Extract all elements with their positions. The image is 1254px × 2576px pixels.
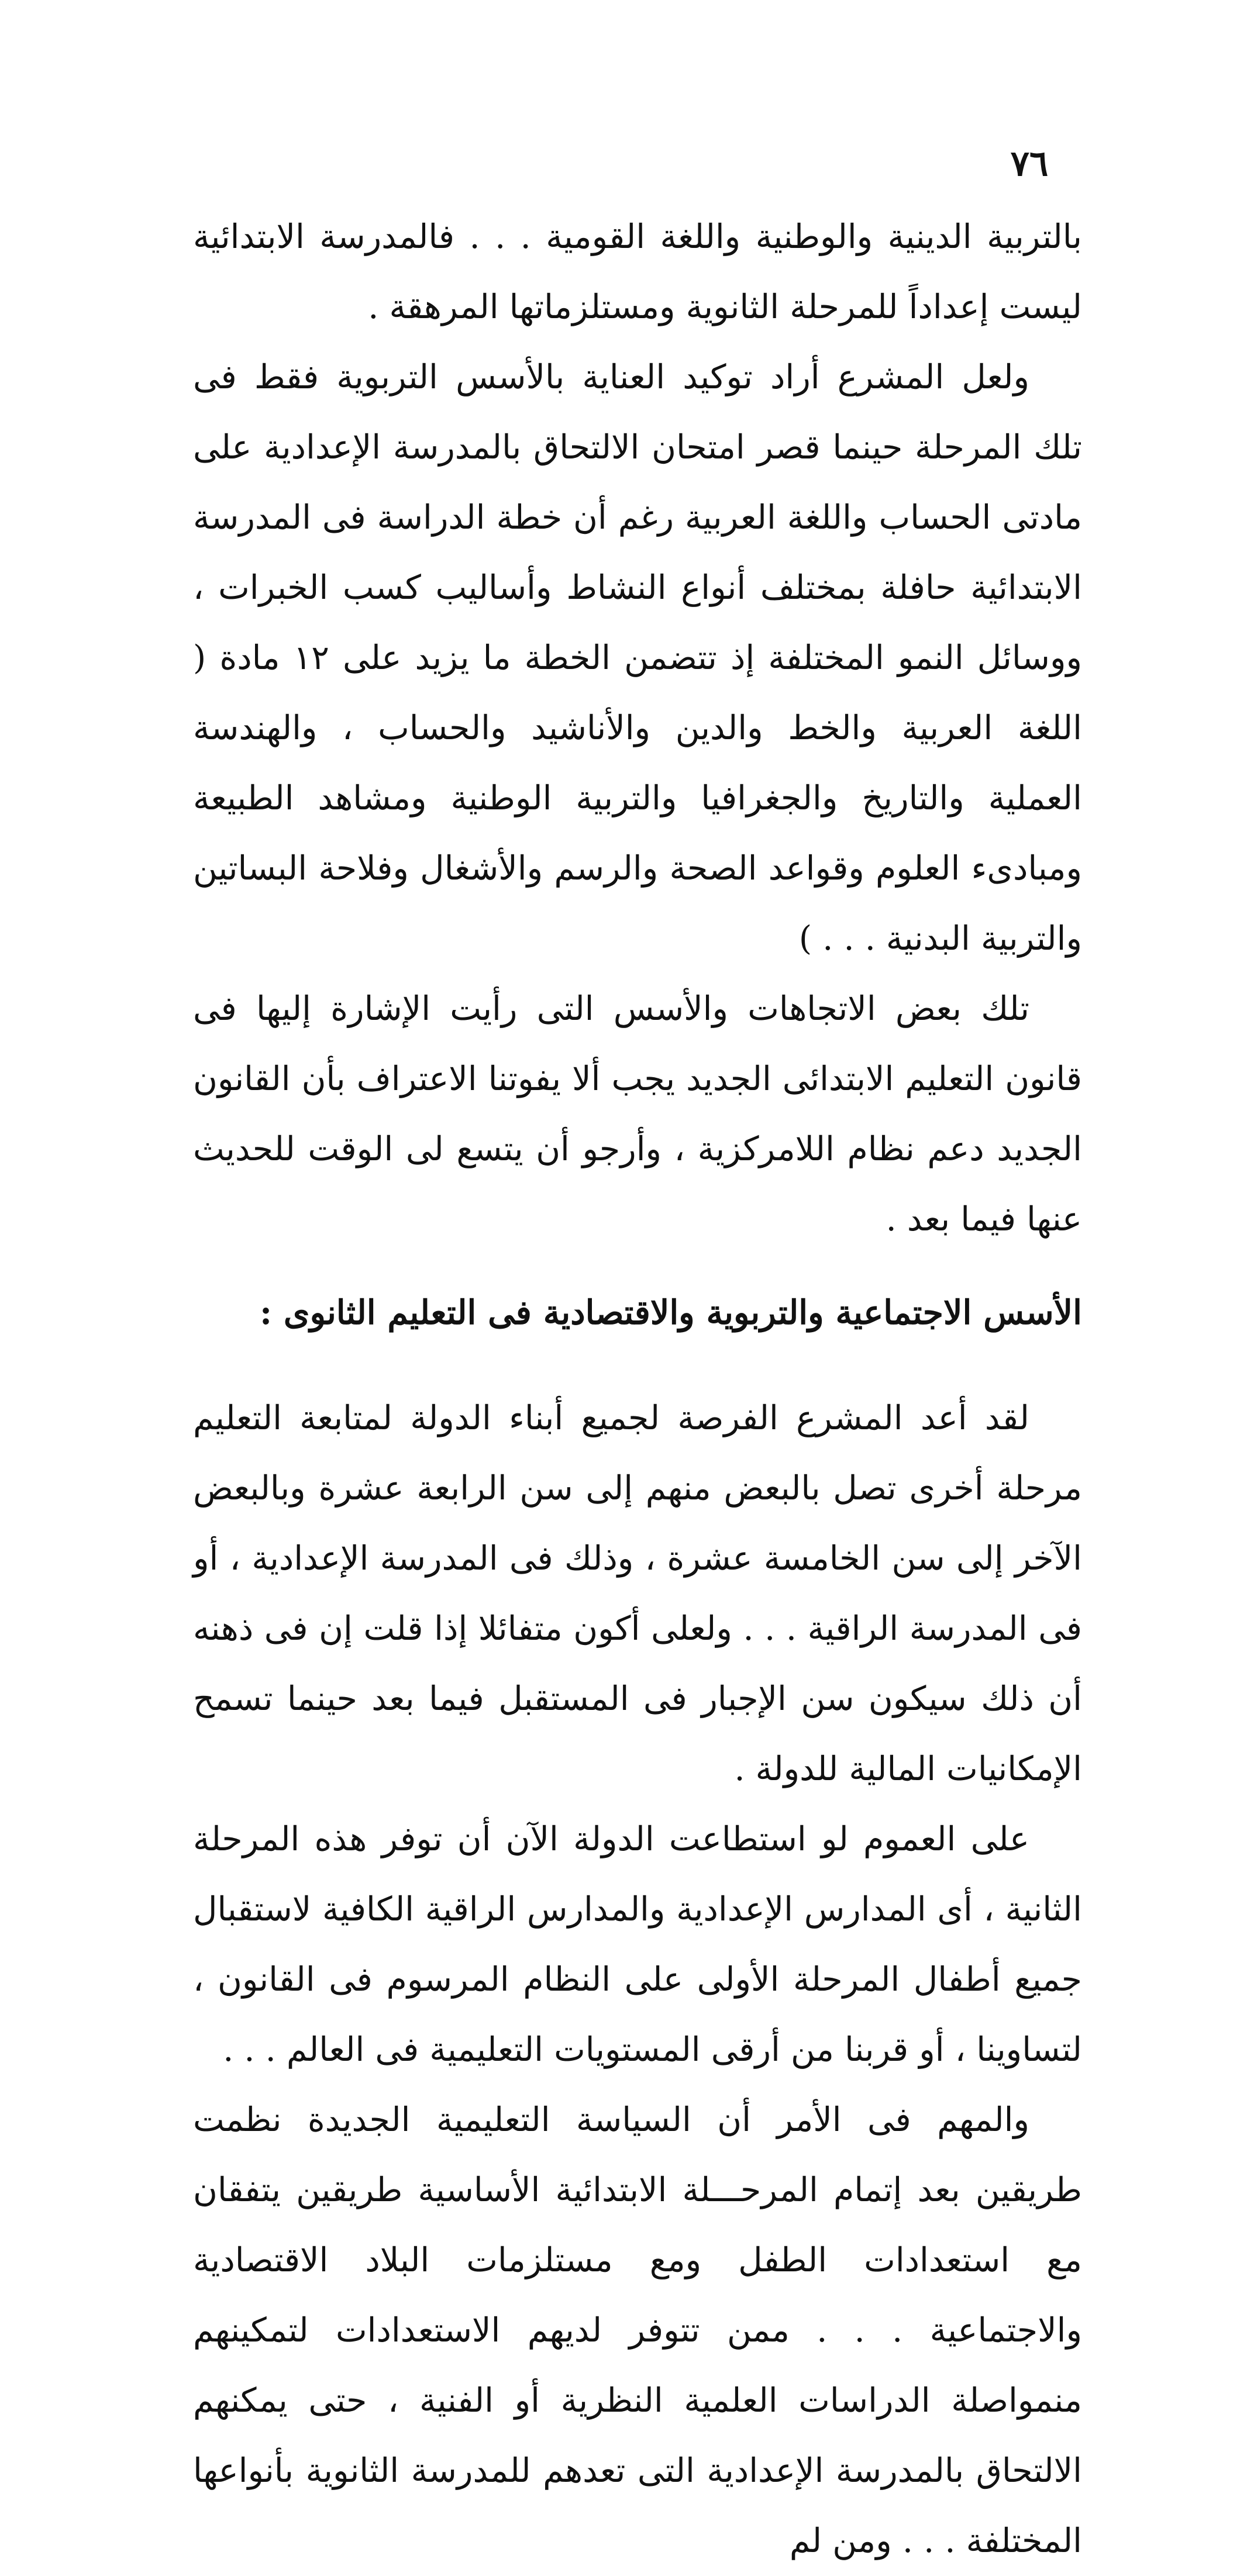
paragraph-5: على العموم لو استطاعت الدولة الآن أن توفر هذه المرحلة الثانية ، أى المدارس الإعدادية والمدارس الراقية الكافية لاستقبال جميع أطفال المرحلة الأولى على النظام المرسوم فى القانون ، لتساوينا ، أو قربنا من أرقى المستويات التعليمية فى العالم . . .: [193, 1820, 1082, 2069]
paragraph-4: لقد أعد المشرع الفرصة لجميع أبناء الدولة لمتابعة التعليم مرحلة أخرى تصل بالبعض منهم إلى سن الرابعة عشرة وبالبعض الآخر إلى سن الخامسة عشرة ، وذلك فى المدرسة الإعدادية ، أو فى المدرسة الراقية . . . ولعلى أكون متفائلا إذا قلت إن فى ذهنه أن ذلك سيكون سن الإجبار فى المستقبل فيما بعد حينما تسمح الإمكانيات المالية للدولة .: [193, 1399, 1082, 1788]
page-number: ٧٦: [1010, 143, 1049, 184]
text-column: [193, 202, 1082, 2576]
paragraph-2: ولعل المشرع أراد توكيد العناية بالأسس التربوية فقط فى تلك المرحلة حينما قصر امتحان الالتحاق بالمدرسة الإعدادية على مادتى الحساب واللغة العربية رغم أن خطة الدراسة فى المدرسة الابتدائية حافلة بمختلف أنواع النشاط وأساليب كسب الخبرات ، ووسائل النمو المختلفة إذ تتضمن الخطة ما يزيد على ١٢ مادة ( اللغة العربية والخط والدين والأناشيد والحساب ، والهندسة العملية والتاريخ والجغرافيا والتربية الوطنية ومشاهد الطبيعة ومبادىء العلوم وقواعد الصحة والرسم والأشغال وفلاحة البساتين والتربية البدنية . . . ): [193, 358, 1082, 958]
paragraph-3: تلك بعض الاتجاهات والأسس التى رأيت الإشارة إليها فى قانون التعليم الابتدائى الجديد يجب ألا يفوتنا الاعتراف بأن القانون الجديد دعم نظام اللامركزية ، وأرجو أن يتسع لى الوقت للحديث عنها فيما بعد .: [193, 989, 1082, 1239]
section-heading: الأسس الاجتماعية والتربوية والاقتصادية فى التعليم الثانوى :: [260, 1293, 1082, 1332]
paragraph-1: بالتربية الدينية والوطنية واللغة القومية . . . فالمدرسة الابتدائية ليست إعداداً للمرحلة الثانوية ومستلزماتها المرهقة .: [193, 218, 1082, 326]
paragraph-6: والمهم فى الأمر أن السياسة التعليمية الجديدة نظمت طريقين بعد إتمام المرحـــلة الابتدائية الأساسية طريقين يتفقان مع استعدادات الطفل ومع مستلزمات البلاد الاقتصادية والاجتماعية . . . ممن تتوفر لديهم الاستعدادات لتمكينهم منمواصلة الدراسات العلمية النظرية أو الفنية ، حتى يمكنهم الالتحاق بالمدرسة الإعدادية التى تعدهم للمدرسة الثانوية بأنواعها المختلفة . . . ومن لم: [193, 2101, 1082, 2560]
